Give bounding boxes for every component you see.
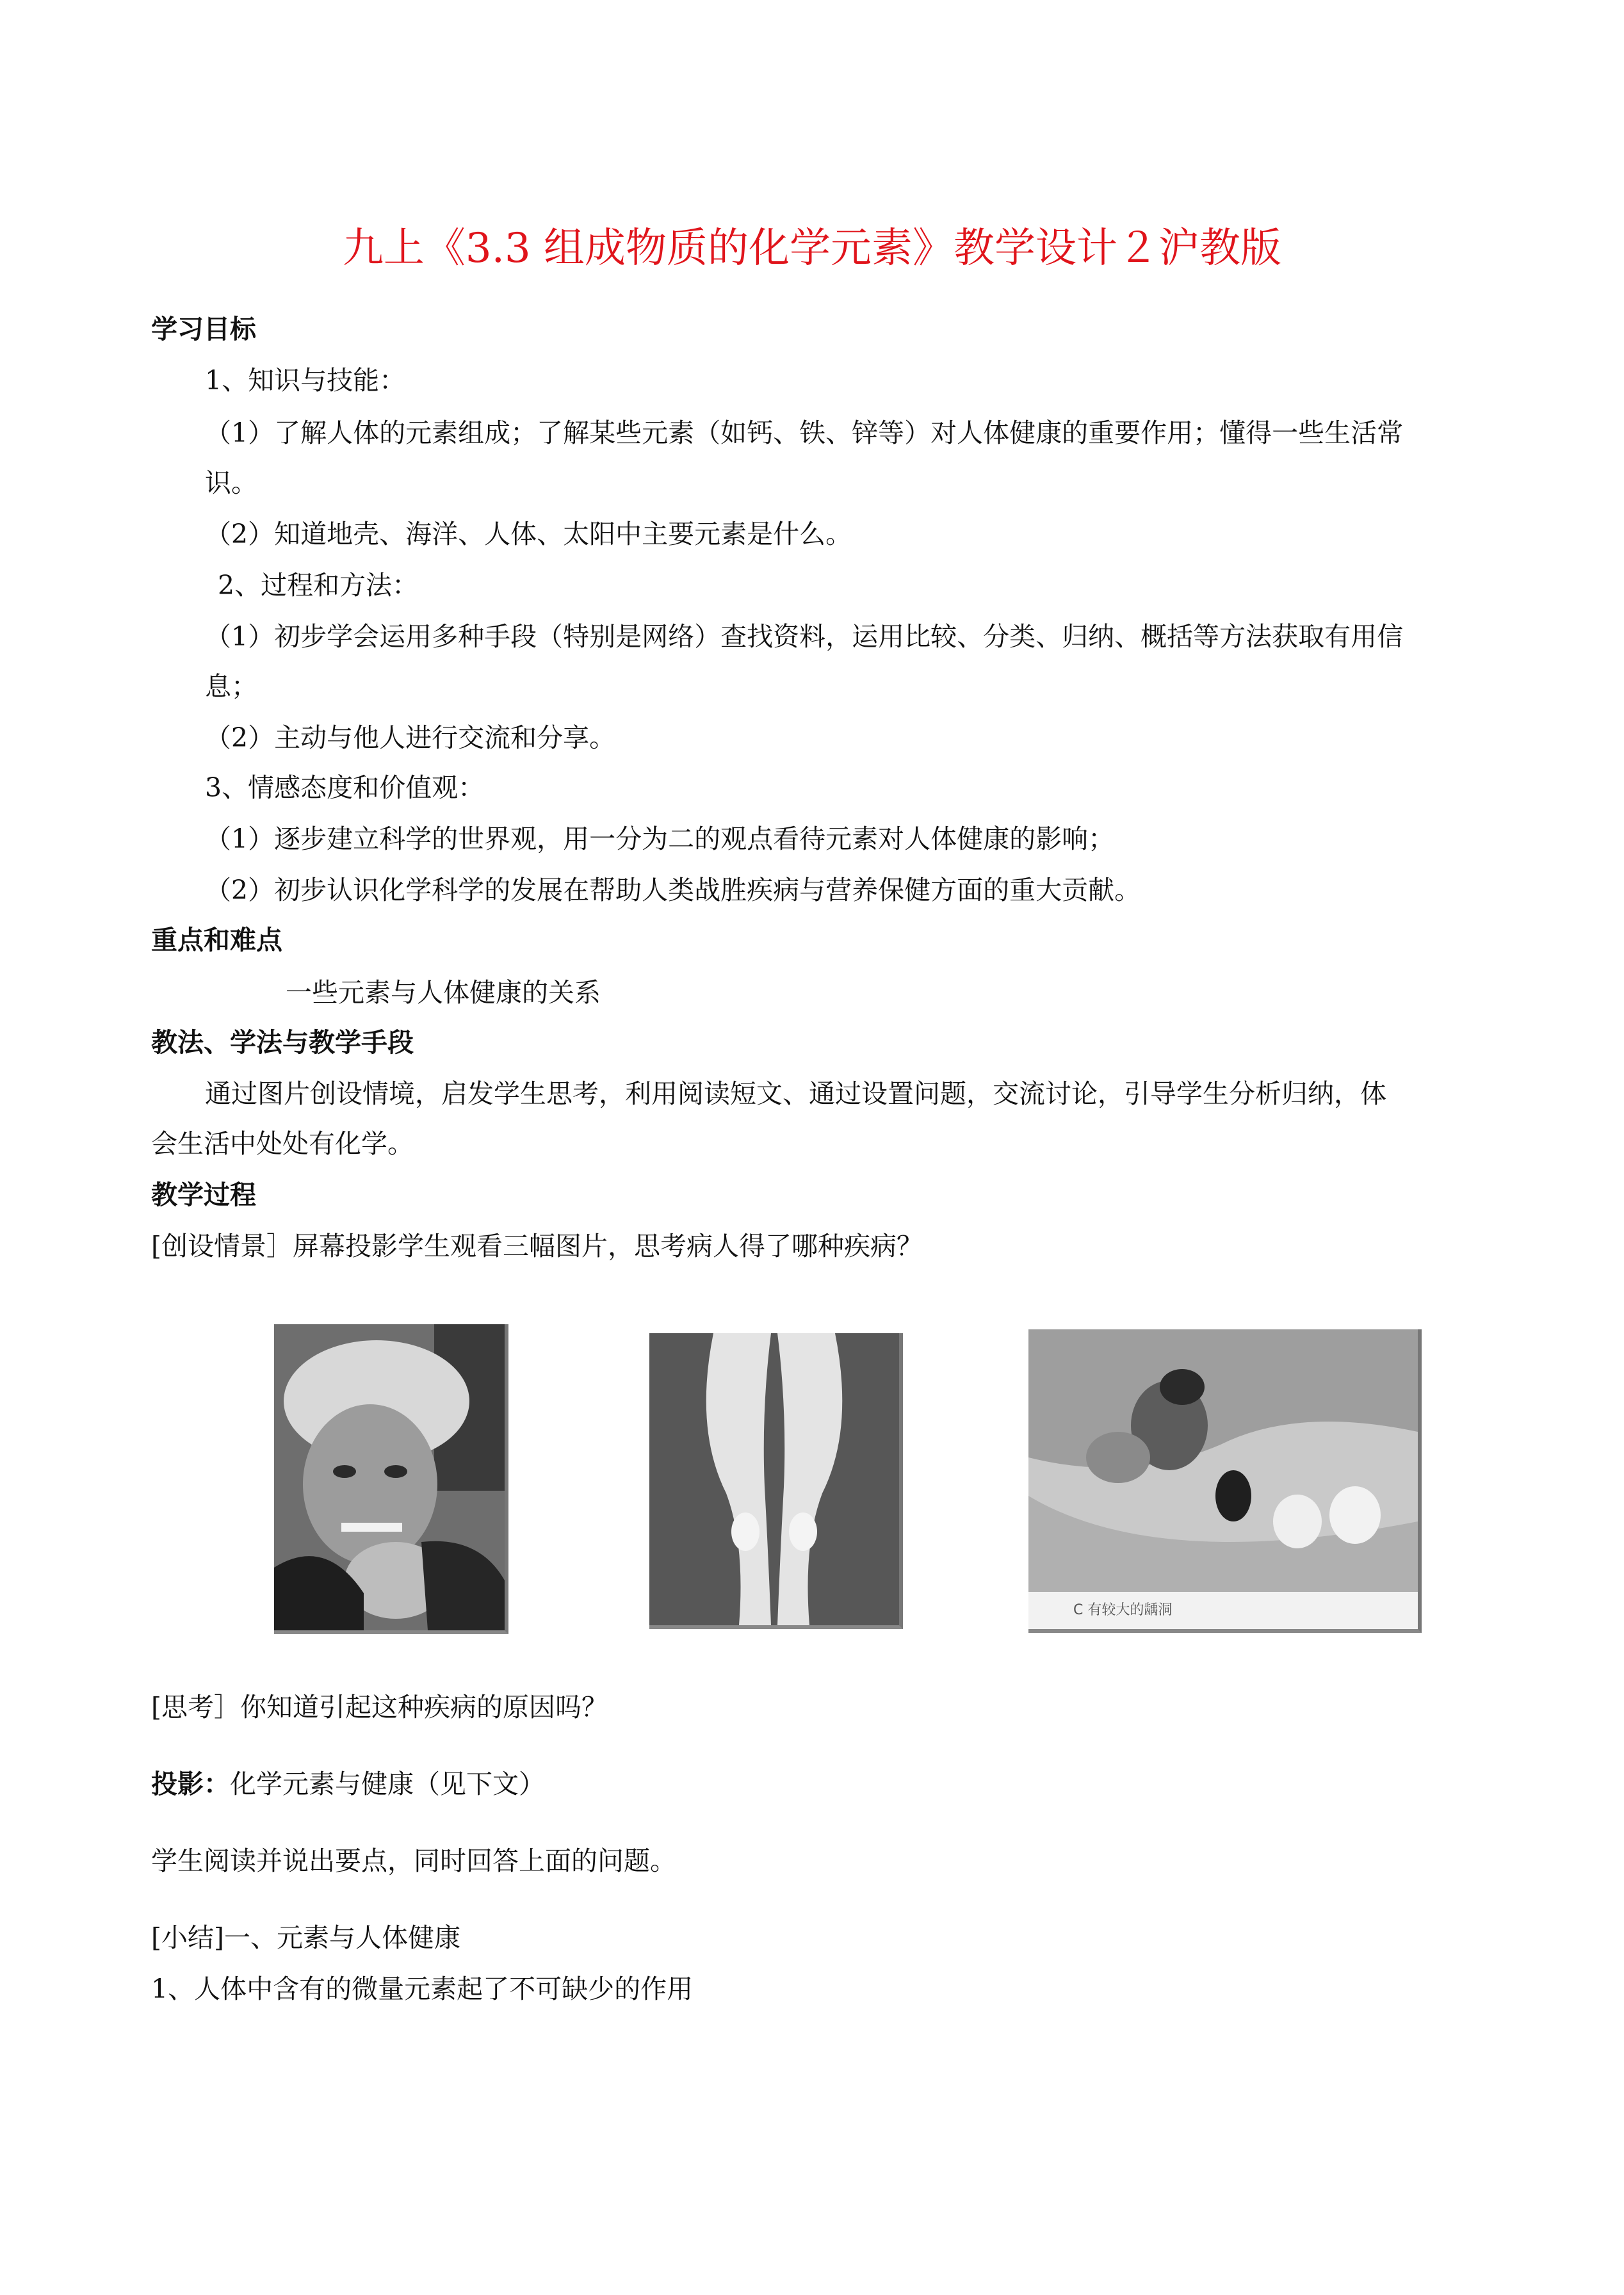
objective-3-2: （2）初步认识化学科学的发展在帮助人类战胜疾病与营养保健方面的重大贡献。 [205, 875, 1141, 905]
summary-heading: [小结]一、元素与人体健康 [151, 1922, 460, 1953]
objective-1-1-line2: 识。 [205, 467, 257, 498]
summary-point-1: 1、人体中含有的微量元素起了不可缺少的作用 [151, 1974, 694, 2004]
objective-section-3: 3、情感态度和价值观： [205, 772, 485, 803]
objective-3-1: （1）逐步建立科学的世界观，用一分为二的观点看待元素对人体健康的影响； [205, 823, 1115, 854]
methods-line2: 会生活中处处有化学。 [151, 1128, 414, 1159]
objective-section-2: 2、过程和方法： [218, 570, 419, 601]
methods-line1: 通过图片创设情境，启发学生思考，利用阅读短文、通过设置问题，交流讨论，引导学生分析归纳，体 [205, 1078, 1386, 1109]
methods-heading: 教法、学法与教学手段 [151, 1027, 414, 1058]
projection-label: 投影： [151, 1769, 230, 1799]
document-title: 九上《3.3 组成物质的化学元素》教学设计２沪教版 [342, 225, 1282, 272]
key-points-heading: 重点和难点 [151, 925, 282, 955]
process-heading: 教学过程 [151, 1180, 256, 1210]
tooth-decay-photo [1028, 1329, 1422, 1633]
think-question: [思考］你知道引起这种疾病的原因吗？ [151, 1692, 608, 1723]
bowed-legs-photo [649, 1333, 903, 1629]
student-reading: 学生阅读并说出要点，同时回答上面的问题。 [151, 1845, 676, 1876]
objective-2-1-line1: （1）初步学会运用多种手段（特别是网络）查找资料，运用比较、分类、归纳、概括等方法获取有用信 [205, 621, 1404, 652]
projection-text: 化学元素与健康（见下文） [230, 1769, 545, 1799]
objective-section-1: 1、知识与技能： [205, 365, 406, 396]
objective-2-2: （2）主动与他人进行交流和分享。 [205, 722, 616, 753]
objectives-heading: 学习目标 [151, 314, 256, 345]
objective-1-2: （2）知道地壳、海洋、人体、太阳中主要元素是什么。 [205, 519, 852, 549]
projection-line [151, 1766, 545, 1802]
tooth-decay-caption: C 有较大的龋洞 [1028, 1592, 1418, 1629]
objective-2-1-line2: 息； [205, 671, 257, 702]
scene-setting: [创设情景］屏幕投影学生观看三幅图片，思考病人得了哪种疾病？ [151, 1231, 923, 1261]
objective-1-1-line1: （1）了解人体的元素组成；了解某些元素（如钙、铁、锌等）对人体健康的重要作用；懂得一些生活常 [205, 418, 1404, 448]
goiter-photo [274, 1324, 508, 1634]
key-points-text: 一些元素与人体健康的关系 [286, 977, 601, 1008]
